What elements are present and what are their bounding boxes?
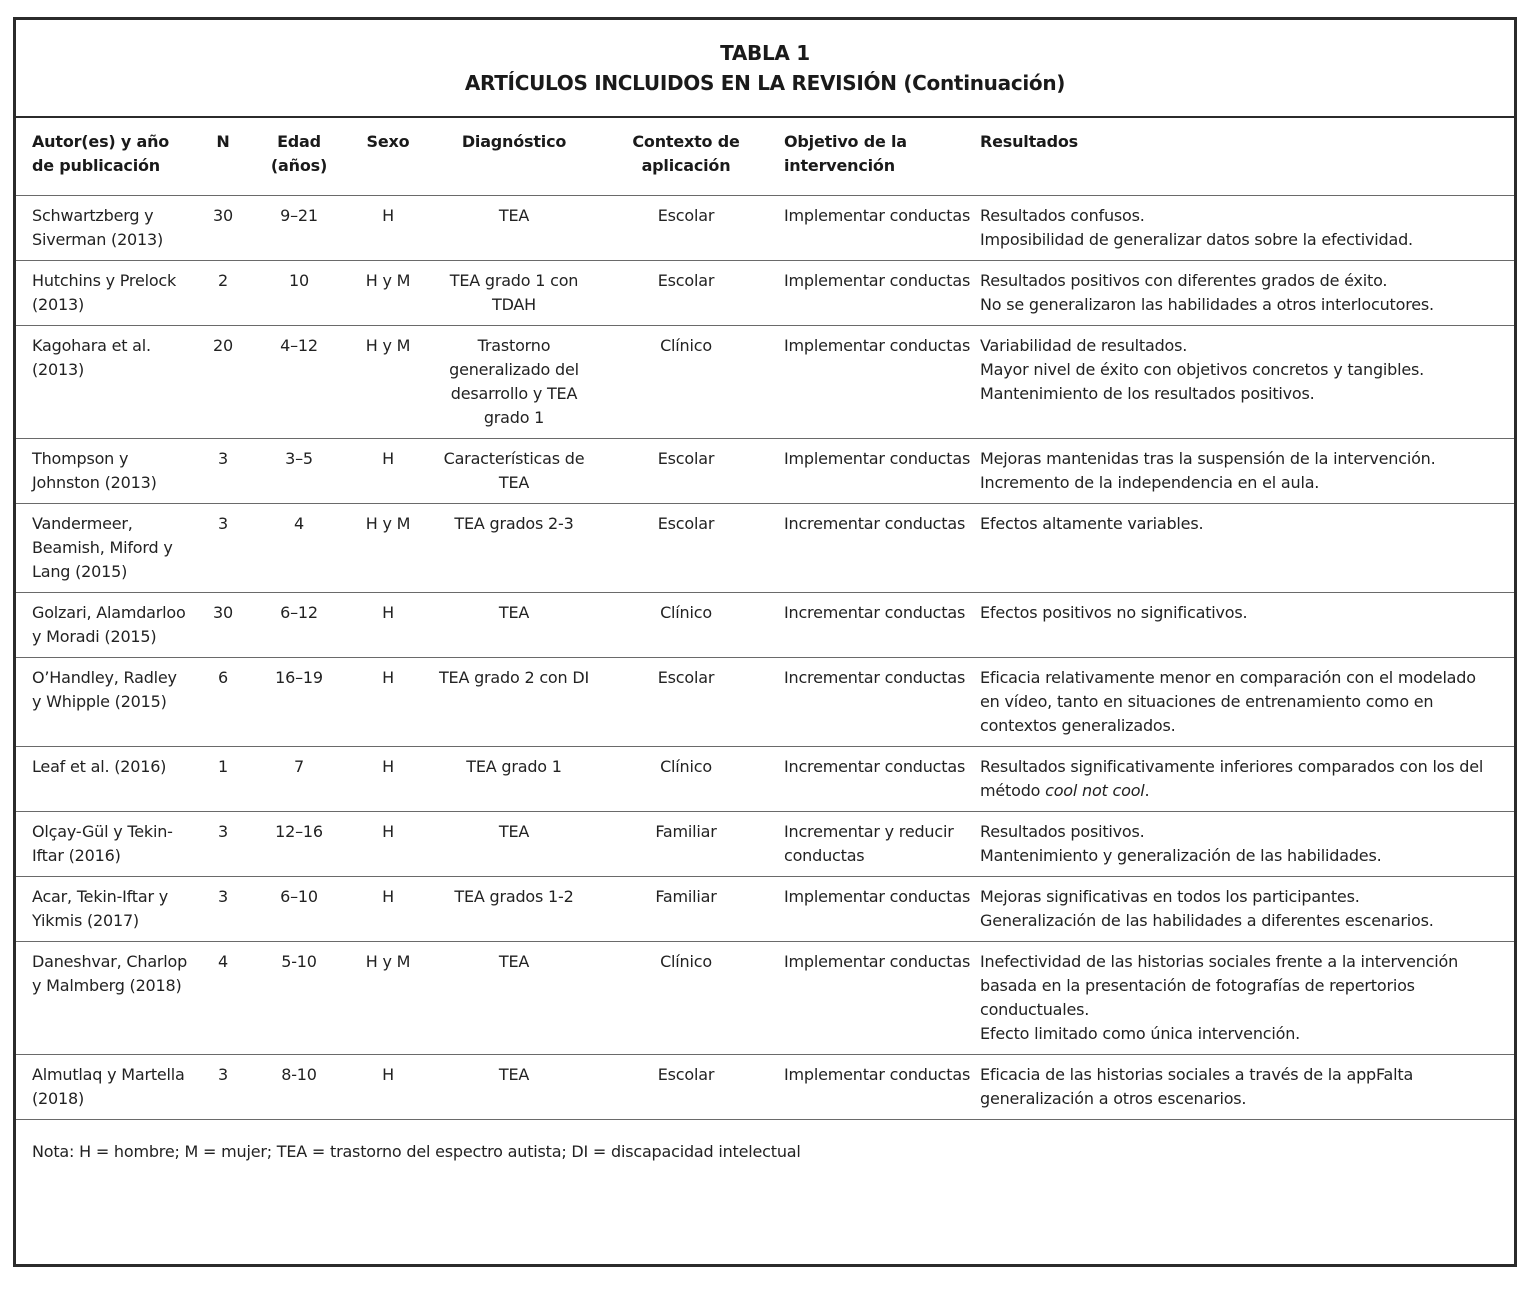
cell-age: 12–16 xyxy=(258,811,340,876)
cell-author: Daneshvar, Charlop y Malmberg (2018) xyxy=(16,941,188,1054)
cell-results xyxy=(980,746,1514,811)
table-row xyxy=(16,941,1514,1054)
cell-results xyxy=(980,325,1514,438)
cell-age: 3–5 xyxy=(258,438,340,503)
cell-age: 10 xyxy=(258,260,340,325)
result-line: Mejoras significativas en todos los participantes. xyxy=(980,886,1360,906)
cell-diagnosis: TEA xyxy=(436,811,592,876)
cell-context: Escolar xyxy=(592,438,780,503)
cell-objective: Incrementar conductas xyxy=(780,657,980,746)
cell-context: Familiar xyxy=(592,811,780,876)
cell-objective: Incrementar conductas xyxy=(780,746,980,811)
cell-age: 16–19 xyxy=(258,657,340,746)
header-context: Contexto de aplicación xyxy=(592,118,780,195)
result-italic-term: cool not cool xyxy=(1045,780,1145,800)
cell-n: 3 xyxy=(188,876,258,941)
cell-diagnosis: TEA xyxy=(436,592,592,657)
cell-diagnosis: TEA grados 2-3 xyxy=(436,503,592,592)
header-author: Autor(es) y año de publicación xyxy=(16,118,188,195)
cell-objective: Implementar conductas xyxy=(780,1054,980,1119)
cell-age: 4–12 xyxy=(258,325,340,438)
cell-diagnosis: Características de TEA xyxy=(436,438,592,503)
cell-author: Almutlaq y Martella (2018) xyxy=(16,1054,188,1119)
cell-n: 3 xyxy=(188,438,258,503)
cell-author: Olçay-Gül y Tekin-Iftar (2016) xyxy=(16,811,188,876)
cell-context: Escolar xyxy=(592,195,780,260)
cell-author: Kagohara et al. (2013) xyxy=(16,325,188,438)
cell-age: 7 xyxy=(258,746,340,811)
cell-results xyxy=(980,941,1514,1054)
cell-results xyxy=(980,1054,1514,1119)
cell-results xyxy=(980,503,1514,592)
result-line: Mayor nivel de éxito con objetivos concretos y tangibles. xyxy=(980,359,1425,379)
cell-results xyxy=(980,260,1514,325)
cell-author: Vandermeer, Beamish, Miford y Lang (2015) xyxy=(16,503,188,592)
cell-context: Escolar xyxy=(592,503,780,592)
cell-n: 1 xyxy=(188,746,258,811)
table-row xyxy=(16,503,1514,592)
table-row xyxy=(16,746,1514,811)
table-row xyxy=(16,1054,1514,1119)
cell-sex: H y M xyxy=(340,325,436,438)
result-line: Efectos altamente variables. xyxy=(980,513,1204,533)
cell-diagnosis: TEA grado 1 con TDAH xyxy=(436,260,592,325)
header-results: Resultados xyxy=(980,118,1514,195)
articles-table xyxy=(16,118,1514,1120)
cell-author: Hutchins y Prelock (2013) xyxy=(16,260,188,325)
cell-n: 2 xyxy=(188,260,258,325)
table-row xyxy=(16,657,1514,746)
cell-n: 6 xyxy=(188,657,258,746)
cell-context: Clínico xyxy=(592,941,780,1054)
cell-sex: H xyxy=(340,876,436,941)
cell-n: 30 xyxy=(188,195,258,260)
result-text: Resultados significativamente inferiores comparados con los del método xyxy=(980,756,1484,800)
table-row xyxy=(16,325,1514,438)
cell-diagnosis: TEA grado 1 xyxy=(436,746,592,811)
table-body xyxy=(16,195,1514,1119)
cell-results xyxy=(980,438,1514,503)
cell-age: 8-10 xyxy=(258,1054,340,1119)
header-objective: Objetivo de la intervención xyxy=(780,118,980,195)
table-row xyxy=(16,592,1514,657)
result-line: Resultados confusos. xyxy=(980,205,1145,225)
cell-sex: H y M xyxy=(340,941,436,1054)
cell-context: Clínico xyxy=(592,592,780,657)
cell-diagnosis: TEA xyxy=(436,195,592,260)
table-row xyxy=(16,260,1514,325)
cell-context: Escolar xyxy=(592,260,780,325)
result-line: Eficacia de las historias sociales a través de la appFalta generalización a otros escenarios. xyxy=(980,1064,1414,1108)
result-line: Imposibilidad de generalizar datos sobre la efectividad. xyxy=(980,229,1413,249)
cell-diagnosis: TEA xyxy=(436,1054,592,1119)
cell-sex: H y M xyxy=(340,260,436,325)
cell-sex: H xyxy=(340,1054,436,1119)
cell-author: Schwartzberg y Siverman (2013) xyxy=(16,195,188,260)
cell-author: Acar, Tekin-Iftar y Yikmis (2017) xyxy=(16,876,188,941)
result-line: Eficacia relativamente menor en comparación con el modelado en vídeo, tanto en situaciones de entrenamiento como en contextos generalizados. xyxy=(980,667,1476,735)
result-line: Incremento de la independencia en el aula. xyxy=(980,472,1320,492)
cell-objective: Implementar conductas xyxy=(780,260,980,325)
header-age: Edad (años) xyxy=(258,118,340,195)
header-row xyxy=(16,118,1514,195)
cell-sex: H xyxy=(340,746,436,811)
cell-objective: Implementar conductas xyxy=(780,195,980,260)
table-title xyxy=(16,20,1514,118)
cell-author: Golzari, Alamdarloo y Moradi (2015) xyxy=(16,592,188,657)
result-line: Generalización de las habilidades a diferentes escenarios. xyxy=(980,910,1434,930)
cell-n: 3 xyxy=(188,503,258,592)
cell-results xyxy=(980,811,1514,876)
cell-diagnosis: Trastorno generalizado del desarrollo y TEA grado 1 xyxy=(436,325,592,438)
cell-sex: H xyxy=(340,657,436,746)
cell-sex: H xyxy=(340,438,436,503)
cell-n: 4 xyxy=(188,941,258,1054)
cell-n: 3 xyxy=(188,811,258,876)
result-line: Mantenimiento y generalización de las habilidades. xyxy=(980,845,1382,865)
cell-sex: H xyxy=(340,195,436,260)
cell-sex: H xyxy=(340,811,436,876)
cell-age: 4 xyxy=(258,503,340,592)
header-sex: Sexo xyxy=(340,118,436,195)
table-number: TABLA 1 xyxy=(720,41,810,65)
cell-context: Clínico xyxy=(592,325,780,438)
table-frame xyxy=(13,17,1517,1267)
result-line: Inefectividad de las historias sociales frente a la intervención basada en la presentación de fotografías de repertorios conductuales. xyxy=(980,951,1459,1019)
cell-author: Thompson y Johnston (2013) xyxy=(16,438,188,503)
cell-results xyxy=(980,876,1514,941)
header-n: N xyxy=(188,118,258,195)
cell-sex: H y M xyxy=(340,503,436,592)
cell-context: Clínico xyxy=(592,746,780,811)
table-caption: ARTÍCULOS INCLUIDOS EN LA REVISIÓN (Continuación) xyxy=(464,71,1066,95)
cell-age: 6–10 xyxy=(258,876,340,941)
header-diagnosis: Diagnóstico xyxy=(436,118,592,195)
cell-n: 30 xyxy=(188,592,258,657)
table-row xyxy=(16,876,1514,941)
cell-age: 5-10 xyxy=(258,941,340,1054)
result-line: Mejoras mantenidas tras la suspensión de la intervención. xyxy=(980,448,1436,468)
result-line: Efectos positivos no significativos. xyxy=(980,602,1248,622)
cell-results xyxy=(980,592,1514,657)
cell-diagnosis: TEA grado 2 con DI xyxy=(436,657,592,746)
result-line: Variabilidad de resultados. xyxy=(980,335,1188,355)
result-line: Resultados positivos. xyxy=(980,821,1145,841)
cell-context: Escolar xyxy=(592,1054,780,1119)
cell-results xyxy=(980,657,1514,746)
cell-results xyxy=(980,195,1514,260)
cell-objective: Implementar conductas xyxy=(780,941,980,1054)
result-line: Efecto limitado como única intervención. xyxy=(980,1023,1301,1043)
cell-diagnosis: TEA grados 1-2 xyxy=(436,876,592,941)
cell-objective: Incrementar y reducir conductas xyxy=(780,811,980,876)
result-line: Mantenimiento de los resultados positivos. xyxy=(980,383,1315,403)
cell-objective: Incrementar conductas xyxy=(780,592,980,657)
cell-objective: Implementar conductas xyxy=(780,438,980,503)
cell-context: Escolar xyxy=(592,657,780,746)
cell-author: O’Handley, Radley y Whipple (2015) xyxy=(16,657,188,746)
cell-objective: Implementar conductas xyxy=(780,876,980,941)
cell-n: 3 xyxy=(188,1054,258,1119)
cell-context: Familiar xyxy=(592,876,780,941)
cell-age: 6–12 xyxy=(258,592,340,657)
result-line: No se generalizaron las habilidades a otros interlocutores. xyxy=(980,294,1434,314)
table-note: Nota: H = hombre; M = mujer; TEA = trastorno del espectro autista; DI = discapacidad intelectual xyxy=(32,1141,801,1161)
result-line: Resultados positivos con diferentes grados de éxito. xyxy=(980,270,1388,290)
cell-sex: H xyxy=(340,592,436,657)
cell-objective: Implementar conductas xyxy=(780,325,980,438)
table-row xyxy=(16,438,1514,503)
cell-diagnosis: TEA xyxy=(436,941,592,1054)
cell-age: 9–21 xyxy=(258,195,340,260)
cell-author: Leaf et al. (2016) xyxy=(16,746,188,811)
result-text-end: . xyxy=(1144,780,1150,800)
cell-n: 20 xyxy=(188,325,258,438)
table-row xyxy=(16,811,1514,876)
table-row xyxy=(16,195,1514,260)
cell-objective: Incrementar conductas xyxy=(780,503,980,592)
